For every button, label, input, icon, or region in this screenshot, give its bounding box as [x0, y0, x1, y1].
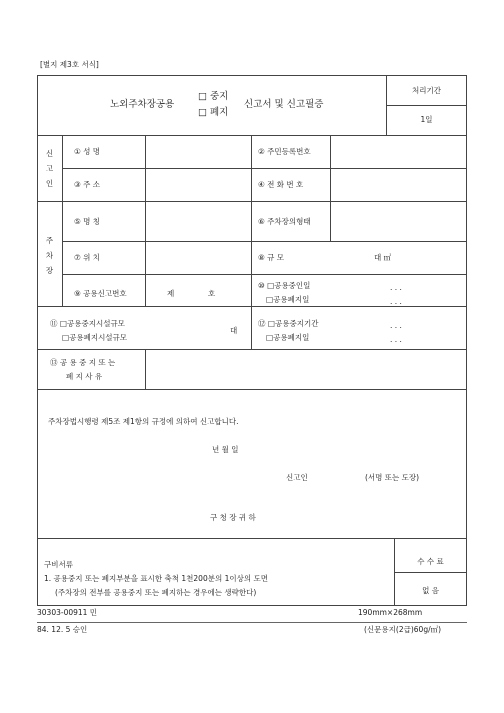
in-use-date-blank: . . . — [390, 283, 402, 292]
title-option-abolish: □ 폐지 — [198, 107, 229, 118]
report-number-suffix: 호 — [208, 289, 216, 298]
signature-label: (서명 또는 도장) — [365, 473, 420, 482]
reason-label-line2: 폐 지 사 유 — [66, 372, 103, 381]
parking-section-char-2: 차 — [45, 251, 54, 260]
fee-value: 없 음 — [422, 586, 439, 595]
abolish-day-blank: . . . — [390, 335, 402, 344]
phone-number-label: ④ 전 화 번 호 — [258, 180, 304, 189]
paper-size: 190mm×268mm — [358, 608, 423, 617]
applicant-section-char-3: 인 — [45, 179, 54, 188]
parking-name-label: ⑤ 명 칭 — [74, 217, 100, 226]
suspend-period-label: ⑫ □공용중지기간 — [258, 319, 319, 328]
required-document-item-2: (주차장의 전부를 공용중지 또는 폐지하는 경우에는 생략한다) — [55, 588, 257, 597]
applicant-address-label: ③ 주 소 — [74, 180, 100, 189]
suspend-scale-label: ⑪ □공용중지시설규모 — [50, 319, 125, 328]
recipient-label: 구 청 장 귀 하 — [210, 513, 256, 522]
abolish-date-blank: . . . — [390, 297, 402, 306]
report-number-prefix: 제 — [167, 289, 175, 298]
parking-section-char-1: 주 — [45, 236, 54, 245]
applicant-section-char-2: 고 — [45, 164, 54, 173]
parking-section-char-3: 장 — [45, 266, 54, 275]
fee-label: 수 수 료 — [417, 557, 444, 566]
parking-scale-unit: 대 ㎡ — [374, 253, 392, 262]
parking-scale-label: ⑧ 규 모 — [258, 253, 284, 262]
title-suffix: 신고서 및 신고필증 — [244, 99, 324, 110]
in-use-date-label: ⑩ □공용중인일 — [258, 281, 311, 290]
parking-type-label: ⑥ 주차장의형태 — [258, 217, 311, 226]
processing-period-label: 처리기간 — [412, 86, 441, 95]
applicant-section-char-1: 신 — [45, 149, 54, 158]
applicant-name-label: ① 성 명 — [74, 147, 100, 156]
declaration-text: 주차장법시행령 제5조 제1항의 규정에 의하여 신고합니다. — [48, 417, 239, 426]
suspend-period-blank: . . . — [390, 321, 402, 330]
reporter-label: 신고인 — [286, 473, 308, 482]
resident-number-label: ② 주민등록번호 — [258, 147, 311, 156]
abolish-date-label: □공용폐지일 — [266, 295, 310, 304]
title-option-stop: □ 중지 — [198, 91, 229, 102]
report-date: 년 월 일 — [212, 445, 239, 454]
report-number-label: ⑨ 공용신고번호 — [74, 289, 127, 298]
paper-spec: (신문용지(2급)60g/㎡) — [364, 625, 442, 634]
parking-location-label: ⑦ 위 치 — [74, 253, 100, 262]
abolish-scale-label: □공용폐지시설규모 — [62, 333, 128, 342]
form-code: 30303-00911 민 — [37, 608, 98, 617]
title-prefix: 노외주차장공용 — [110, 99, 175, 110]
reason-label-line1: ⑬ 공 용 중 지 또 는 — [50, 358, 116, 367]
processing-period-value: 1일 — [420, 115, 433, 124]
form-label: [별지 제3호 서식] — [40, 60, 99, 69]
required-documents-header: 구비서류 — [44, 560, 73, 569]
abolish-day-label: □공용폐지일 — [266, 333, 310, 342]
required-document-item-1: 1. 공용중지 또는 폐지부분을 표시한 축척 1천200분의 1이상의 도면 — [44, 574, 268, 583]
scale-unit: 대 — [230, 326, 238, 335]
approval-date: 84. 12. 5 승인 — [37, 625, 88, 634]
